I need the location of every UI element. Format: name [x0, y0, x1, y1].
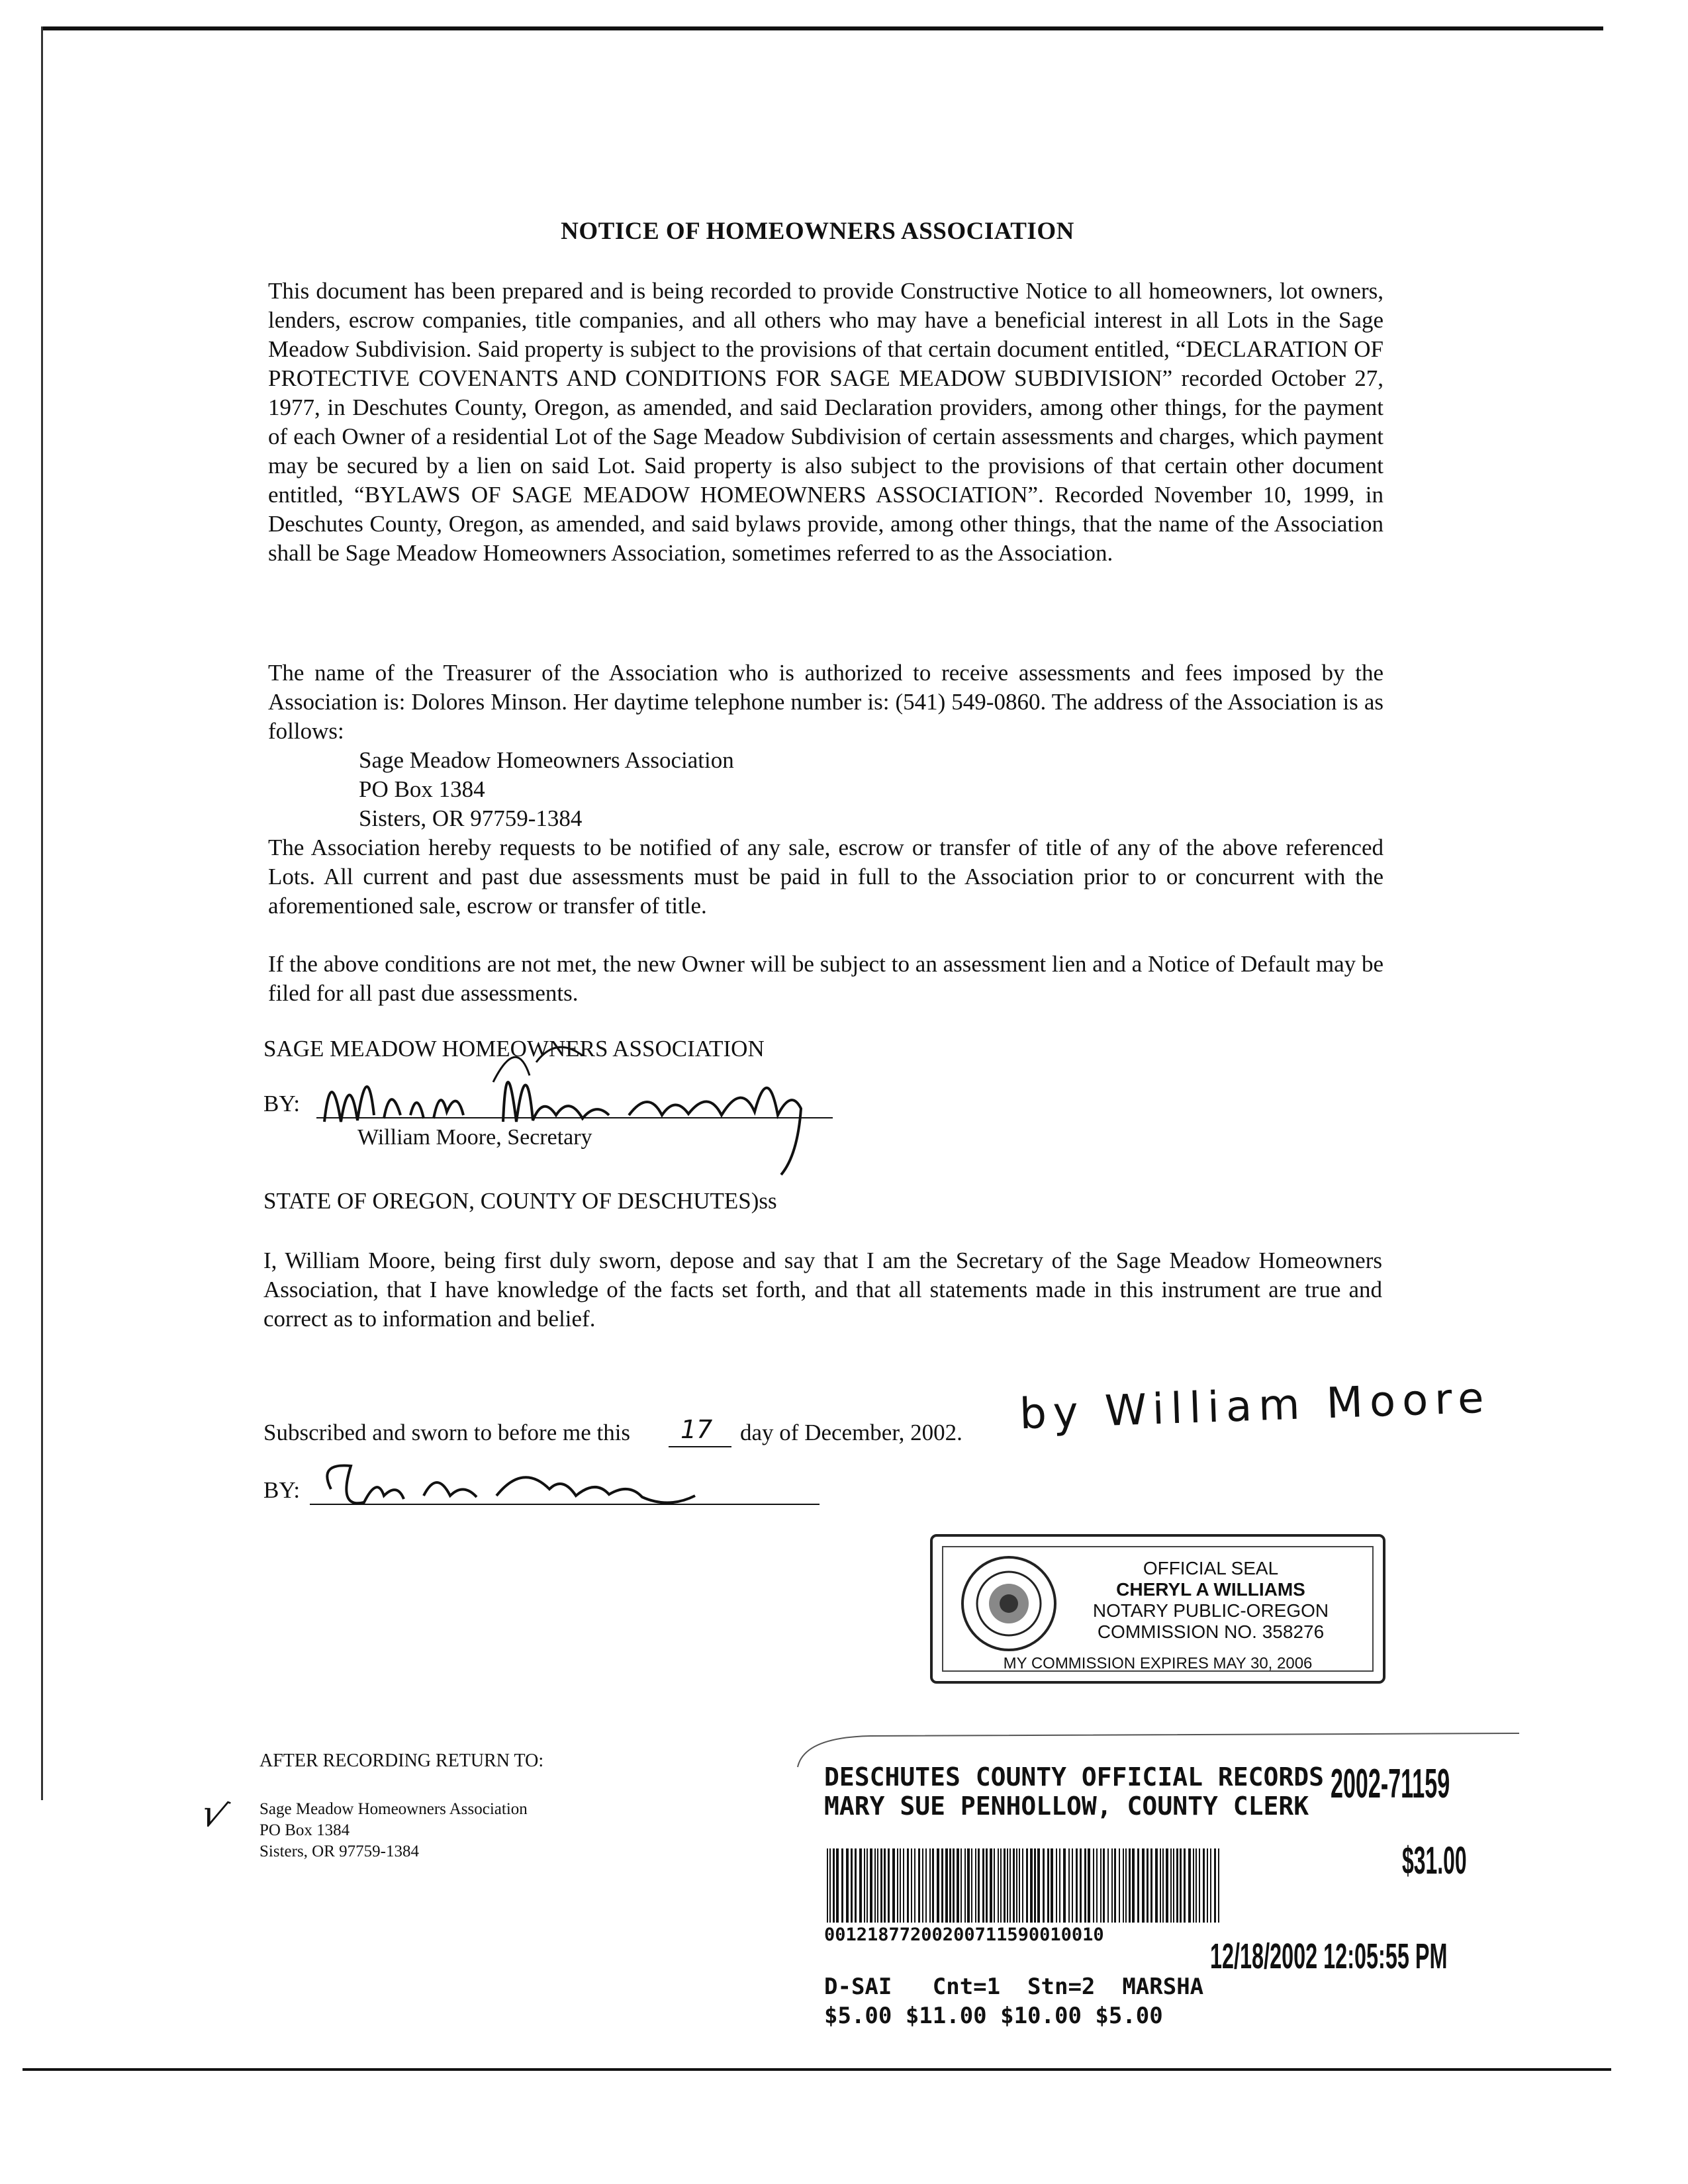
barcode-bar	[1173, 1848, 1174, 1923]
barcode-bar	[1034, 1848, 1036, 1923]
left-border-rule	[41, 26, 43, 1800]
barcode-bar	[961, 1848, 962, 1923]
barcode-bar	[1072, 1848, 1073, 1923]
barcode-bar	[1129, 1848, 1131, 1923]
barcode-bar	[1111, 1848, 1113, 1923]
barcode-bar	[922, 1848, 923, 1923]
barcode-bar	[1100, 1848, 1102, 1923]
barcode-bar	[1096, 1848, 1098, 1923]
treasurer-paragraph: The name of the Treasurer of the Association who is authorized to receive assessments and fees imposed by the Association is: Dolores Minson. Her daytime telephone number is: (541) 549-0860. The address of the Association is as follows:	[268, 660, 1383, 744]
barcode-bar	[1176, 1848, 1178, 1923]
signer-name: William Moore, Secretary	[357, 1125, 592, 1150]
bottom-border-rule	[23, 2068, 1611, 2071]
barcode-bar	[967, 1848, 970, 1923]
barcode-bar	[1125, 1848, 1127, 1923]
barcode-bar	[975, 1848, 976, 1923]
sworn-statement-prefix: Subscribed and sworn to before me this	[263, 1420, 631, 1445]
barcode-bar	[1166, 1848, 1168, 1923]
barcode-bar	[971, 1848, 972, 1923]
clerk-station-line: D-SAI Cnt=1 Stn=2 MARSHA	[824, 1974, 1204, 2000]
barcode-bar	[1076, 1848, 1078, 1923]
barcode-bar	[841, 1848, 843, 1923]
barcode-bar	[829, 1848, 831, 1923]
barcode-bar	[994, 1848, 995, 1923]
barcode-bar	[978, 1848, 980, 1923]
association-address-line-1: Sage Meadow Homeowners Association	[359, 747, 734, 773]
barcode-bar	[925, 1848, 927, 1923]
seal-official-label: OFFICIAL SEAL	[1143, 1558, 1279, 1578]
barcode-bar	[986, 1848, 988, 1923]
barcode-bar	[1214, 1848, 1216, 1923]
barcode-bar	[911, 1848, 912, 1923]
barcode-bar	[982, 1848, 984, 1923]
barcode-bar	[941, 1848, 943, 1923]
barcode-bar	[855, 1848, 857, 1923]
handwritten-checkmark: √	[195, 1790, 232, 1840]
return-to-heading: AFTER RECORDING RETURN TO:	[259, 1751, 544, 1771]
state-county-line: STATE OF OREGON, COUNTY OF DESCHUTES)ss	[263, 1188, 777, 1214]
barcode-bar	[1093, 1848, 1094, 1923]
barcode-bar	[1193, 1848, 1194, 1923]
barcode-bar	[1218, 1848, 1219, 1923]
barcode-bar	[1188, 1848, 1191, 1923]
barcode-bar	[1210, 1848, 1211, 1923]
barcode-bar	[949, 1848, 951, 1923]
handwritten-by-william-moore: by William Moore	[1018, 1373, 1491, 1439]
barcode-bar	[833, 1848, 835, 1923]
barcode-bar	[851, 1848, 853, 1923]
return-address-line-3: Sisters, OR 97759-1384	[259, 1843, 419, 1860]
barcode-bar	[1000, 1848, 1002, 1923]
barcode-bar	[1084, 1848, 1086, 1923]
barcode-bar	[1147, 1848, 1149, 1923]
recording-number: 2002-71159	[1331, 1761, 1450, 1807]
barcode-bar	[1004, 1848, 1006, 1923]
barcode-bar	[990, 1848, 992, 1923]
barcode-bar	[859, 1848, 862, 1923]
state-seal-emblem	[959, 1554, 1058, 1653]
seal-expiration: MY COMMISSION EXPIRES MAY 30, 2006	[1003, 1655, 1313, 1672]
barcode-bar	[914, 1848, 915, 1923]
barcode-bar	[1137, 1848, 1139, 1923]
barcode-bar	[900, 1848, 901, 1923]
barcode-bar	[1009, 1848, 1011, 1923]
barcode-bar	[1088, 1848, 1090, 1923]
barcode-bar	[1170, 1848, 1172, 1923]
barcode-bar	[1080, 1848, 1082, 1923]
barcode-bar	[1132, 1848, 1135, 1923]
barcode-bar	[1207, 1848, 1208, 1923]
default-paragraph: If the above conditions are not met, the new Owner will be subject to an assessment lien and a Notice of Default may be filed for all past due assessments.	[268, 951, 1383, 1006]
seal-notary-name: CHERYL A WILLIAMS	[1116, 1579, 1305, 1600]
barcode-bar	[1160, 1848, 1161, 1923]
barcode-bar	[1022, 1848, 1023, 1923]
barcode-bar	[877, 1848, 878, 1923]
barcode-bar	[1016, 1848, 1017, 1923]
barcode-bar	[867, 1848, 868, 1923]
barcode-bar	[1030, 1848, 1033, 1923]
barcode-bar	[884, 1848, 886, 1923]
barcode-bar	[1026, 1848, 1028, 1923]
affidavit-paragraph: I, William Moore, being first duly sworn, depose and say that I am the Secretary of the Sage Meadow Homeowners Association, that I have knowledge of the facts set forth, and that all statements made in this instrument are true and correct as to information and belief.	[263, 1248, 1382, 1332]
barcode-bar	[945, 1848, 948, 1923]
barcode-bar	[870, 1848, 872, 1923]
barcode-bar	[937, 1848, 939, 1923]
barcode-bar	[1180, 1848, 1182, 1923]
barcode-bar	[903, 1848, 904, 1923]
association-address-line-3: Sisters, OR 97759-1384	[359, 805, 583, 831]
seal-notary-title: NOTARY PUBLIC-OREGON	[1092, 1600, 1329, 1621]
barcode-bar	[892, 1848, 895, 1923]
seal-commission-number: COMMISSION NO. 358276	[1097, 1621, 1325, 1642]
association-name-line: SAGE MEADOW HOMEOWNERS ASSOCIATION	[263, 1036, 765, 1062]
fees-breakdown-line: $5.00 $11.00 $10.00 $5.00	[824, 2003, 1163, 2029]
barcode-bar	[1119, 1848, 1120, 1923]
barcode-bar	[1019, 1848, 1020, 1923]
barcode-bar	[1114, 1848, 1116, 1923]
recording-datetime: 12/18/2002 12:05:55 PM	[1210, 1936, 1448, 1976]
barcode-bar	[1063, 1848, 1066, 1923]
notary-seal	[930, 1534, 1385, 1684]
barcode-bar	[1155, 1848, 1158, 1923]
secretary-signature	[305, 1023, 834, 1181]
sworn-day-handwritten: 17	[680, 1415, 713, 1444]
barcode-bar	[1043, 1848, 1045, 1923]
barcode-bar	[1107, 1848, 1109, 1923]
seal-text-block	[1072, 1558, 1350, 1643]
barcode-bar	[907, 1848, 909, 1923]
barcode-bar	[846, 1848, 849, 1923]
return-address-line-1: Sage Meadow Homeowners Association	[259, 1800, 528, 1818]
notary-by-label: BY:	[263, 1477, 301, 1503]
barcode-bar	[1059, 1848, 1060, 1923]
recording-office-line: DESCHUTES COUNTY OFFICIAL RECORDS	[824, 1762, 1324, 1792]
barcode-bar	[897, 1848, 898, 1923]
barcode-bar	[1037, 1848, 1040, 1923]
notice-paragraph: This document has been prepared and is being recorded to provide Constructive Notice to all homeowners, lot owners, lenders, escrow companies, title companies, and all others who may have a beneficial interest in all Lots in the Sage Meadow Subdivision. Said property is subject to the provisions of that certain document entitled, “DECLARATION OF PROTECTIVE COVENANTS AND CONDITIONS FOR SAGE MEADOW SUBDIVISION” recorded October 27, 1977, in Deschutes County, Oregon, as amended, and said Declaration providers, among other things, for the payment of each Owner of a residential Lot of the Sage Meadow Subdivision of certain assessments and charges, which payment may be secured by a lien on said Lot. Said property is also subject to the provisions of that certain other document entitled, “BYLAWS OF SAGE MEADOW HOMEOWNERS ASSOCIATION”. Recorded November 10, 1999, in Deschutes County, Oregon, as amended, and said bylaws provide, among other things, that the name of the Association shall be Sage Meadow Homeowners Association, sometimes referred to as the Association.	[268, 278, 1383, 566]
barcode-bar	[964, 1848, 966, 1923]
barcode-bar	[1051, 1848, 1053, 1923]
sworn-statement-suffix: day of December, 2002.	[740, 1420, 962, 1445]
barcode-bar	[827, 1848, 828, 1923]
return-address-line-2: PO Box 1384	[259, 1821, 350, 1839]
barcode-bar	[836, 1848, 839, 1923]
barcode-bar	[929, 1848, 931, 1923]
barcode-bar	[1007, 1848, 1008, 1923]
document-title: NOTICE OF HOMEOWNERS ASSOCIATION	[561, 218, 1074, 245]
barcode-bar	[888, 1848, 890, 1923]
barcode-bar	[1196, 1848, 1197, 1923]
barcode-bar	[1103, 1848, 1105, 1923]
barcode-bar	[1203, 1848, 1205, 1923]
barcode-bar	[1047, 1848, 1049, 1923]
barcode-bar	[880, 1848, 882, 1923]
notification-paragraph: The Association hereby requests to be notified of any sale, escrow or transfer of title of any of the above referenced Lots. All current and past due assessments must be paid in full to the Association prior to or concurrent with the aforementioned sale, escrow or transfer of title.	[268, 835, 1383, 919]
barcode-bar	[1013, 1848, 1015, 1923]
barcode-bar	[953, 1848, 955, 1923]
barcode-bar	[1162, 1848, 1164, 1923]
barcode-bar	[874, 1848, 876, 1923]
barcode-bar	[1142, 1848, 1145, 1923]
barcode-bar	[1199, 1848, 1200, 1923]
notary-signature	[311, 1449, 722, 1522]
county-clerk-line: MARY SUE PENHOLLOW, COUNTY CLERK	[824, 1792, 1309, 1821]
recording-barcode	[824, 1848, 1307, 1923]
by-label: BY:	[263, 1091, 301, 1116]
barcode-digits: 00121877200200711590010010	[824, 1925, 1104, 1945]
barcode-bar	[1184, 1848, 1186, 1923]
barcode-bar	[932, 1848, 934, 1923]
barcode-bar	[1123, 1848, 1124, 1923]
barcode-bar	[918, 1848, 920, 1923]
barcode-bar	[1068, 1848, 1070, 1923]
return-address	[259, 1799, 528, 1862]
sworn-day-line	[669, 1446, 731, 1447]
top-border-rule	[41, 26, 1603, 30]
recording-fee: $31.00	[1402, 1839, 1467, 1882]
association-address-line-2: PO Box 1384	[359, 776, 485, 802]
barcode-bar	[998, 1848, 999, 1923]
barcode-bar	[957, 1848, 959, 1923]
barcode-bar	[1150, 1848, 1152, 1923]
barcode-bar	[1056, 1848, 1057, 1923]
barcode-bar	[864, 1848, 865, 1923]
